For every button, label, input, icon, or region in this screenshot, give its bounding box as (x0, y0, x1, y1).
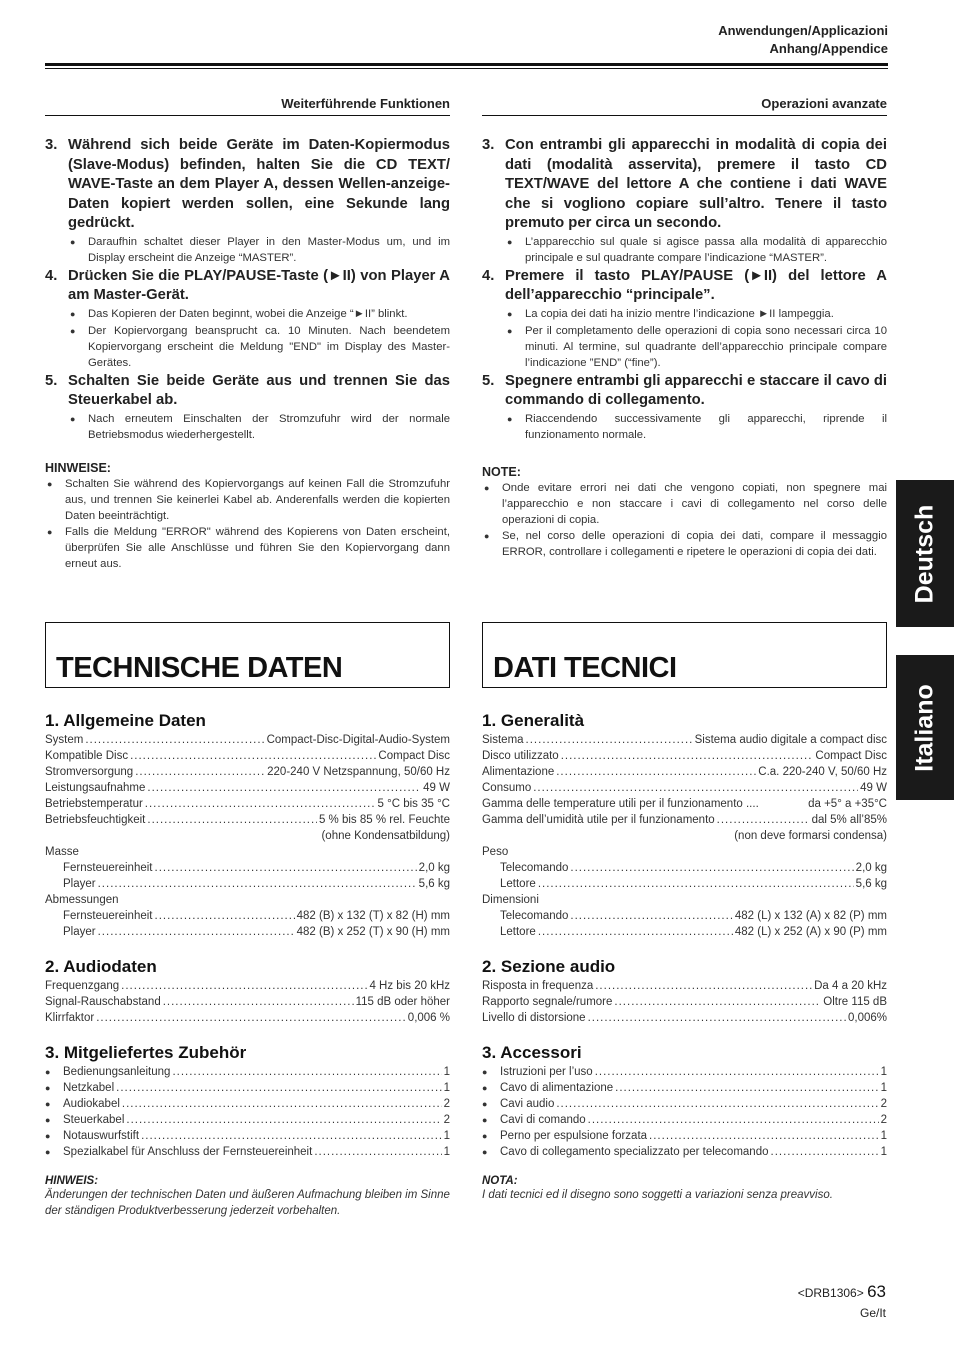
footnote-title: NOTA: (482, 1175, 518, 1187)
spec-row: Disco utilizzato ..... Compact Disc (482, 748, 887, 764)
spec-row: Frequenzgang ..... 4 Hz bis 20 kHz (45, 978, 450, 994)
accessory-item: ● Perno per espulsione forzata ..... 1 (482, 1128, 887, 1144)
spec-row: System ..... Compact-Disc-Digital-Audio-System (45, 732, 450, 748)
page-footer (798, 1282, 886, 1323)
bullet-item: ● L’apparecchio sul quale si agisce passa alla modalità di apparecchio principale e sul quadrante compare l’indicazione “MASTER”. (507, 235, 887, 264)
bullet-item: ● Der Kopiervorgang beansprucht ca. 10 Minuten. Nach beendetem Kopiervorgang erscheint die Meldung "END" im Display des Master-Gerätes. (70, 324, 450, 369)
bullet-icon: ● (507, 413, 513, 424)
spec-row: Rapporto segnale/rumore ..... Oltre 115 dB (482, 994, 887, 1010)
header-line-2: Anhang/Appendice (769, 41, 888, 56)
accessory-item: ● Steuerkabel ..... 2 (45, 1112, 450, 1128)
spec-row: Risposta in frequenza ..... Da 4 a 20 kHz (482, 978, 887, 994)
bullet-icon: ● (47, 478, 53, 489)
accessory-item: ● Cavo di collegamento specializzato per telecomando ..... 1 (482, 1144, 887, 1160)
page-lang: Ge/It (859, 1306, 886, 1320)
spec-row: Fernsteuereinheit ..... 2,0 kg (45, 860, 450, 876)
spec-row: Lettore ..... 482 (L) x 252 (A) x 90 (P) mm (482, 924, 887, 940)
bullet-icon: ● (482, 1115, 488, 1125)
spec-row: Livello di distorsione ..... 0,006% (482, 1010, 887, 1026)
spec-row: Telecomando ..... 482 (L) x 132 (A) x 82 (P) mm (482, 908, 887, 924)
note-item: ● Falls die Meldung "ERROR" während des Kopierens von Daten erscheint, überprüfen Sie alle Anschlüsse und führen Sie den Kopiervorgang dann erneut aus. (47, 525, 450, 570)
step-4: 4. Premere il tasto PLAY/PAUSE (►II) del lettore A dell’apparecchio “principale”. (482, 267, 887, 303)
page-title: DATI TECNICI (493, 652, 677, 684)
bullet-icon: ● (482, 1083, 488, 1093)
bullet-icon: ● (70, 236, 76, 247)
spec-row: Kompatible Disc ..... Compact Disc (45, 748, 450, 764)
bullet-icon: ● (482, 1147, 488, 1157)
bullet-item: ● La copia dei dati ha inizio mentre l’indicazione ►II lampeggia. (507, 307, 834, 320)
bullet-icon: ● (45, 1067, 51, 1077)
spec-row: Player ..... 5,6 kg (45, 876, 450, 892)
bullet-icon: ● (47, 526, 53, 537)
spec-row: Sistema ..... Sistema audio digitale a compact disc (482, 732, 887, 748)
spec-row: Stromversorgung ..... 220-240 V Netzspannung, 50/60 Hz (45, 764, 450, 780)
italian-instructions (482, 96, 887, 560)
bullet-icon: ● (45, 1131, 51, 1141)
spec-row: Fernsteuereinheit ..... 482 (B) x 132 (T) x 82 (H) mm (45, 908, 450, 924)
spec-note: (ohne Kondensatbildung) (321, 830, 450, 842)
bullet-icon: ● (482, 1067, 488, 1077)
bullet-icon: ● (507, 308, 513, 319)
bullet-item: ● Riaccendendo successivamente gli apparecchi, riprende il funzionamento normale. (507, 412, 887, 441)
accessory-item: ● Istruzioni per l’uso ..... 1 (482, 1064, 887, 1080)
accessory-item: ● Netzkabel ..... 1 (45, 1080, 450, 1096)
spec-row: Klirrfaktor ..... 0,006 % (45, 1010, 450, 1026)
accessory-item: ● Bedienungsanleitung ..... 1 (45, 1064, 450, 1080)
spec-row: Alimentazione ..... C.a. 220-240 V, 50/60 Hz (482, 764, 887, 780)
spec-row: Lettore ..... 5,6 kg (482, 876, 887, 892)
step-3: 3. Con entrambi gli apparecchi in modalità di copia dei dati (modalità asservita), premere il tasto CD TEXT/WAVE del lettore A che contiene i dati WAVE che si vogliono copiare sull’altro. Tenere il tasto premuto per circa un secondo. (482, 137, 887, 231)
step-5: 5. Spegnere entrambi gli apparecchi e staccare il cavo di commando di collegamento. (482, 372, 887, 408)
spec-group: Dimensioni (482, 894, 539, 906)
footnote-text: Änderungen der technischen Daten und äußeren Aufmachung bleiben im Sinne der ständigen Produktverbesserung jederzeit vorbehalten. (45, 1189, 450, 1217)
spec-heading: 2. Audiodaten (45, 957, 157, 976)
spec-row: Betriebstemperatur ..... 5 °C bis 35 °C (45, 796, 450, 812)
accessory-item: ● Audiokabel ..... 2 (45, 1096, 450, 1112)
spec-heading: 1. Allgemeine Daten (45, 711, 206, 730)
spec-note: (non deve formarsi condensa) (734, 830, 887, 842)
bullet-icon: ● (482, 1131, 488, 1141)
bullet-icon: ● (45, 1147, 51, 1157)
note-item: ● Schalten Sie während des Kopiervorgangs auf keinen Fall die Stromzufuhr aus, und trennen Sie keinerlei Kabel ab. Anderenfalls werden die kopierten Daten beeinträchtigt. (47, 477, 450, 522)
language-tab-deutsch: Deutsch (896, 480, 954, 627)
bullet-icon: ● (507, 325, 513, 336)
step-3: 3. Während sich beide Geräte im Daten-Kopiermodus (Slave-Modus) befinden, halten Sie die CD TEXT/ WAVE-Taste an dem Player A, dessen Wellen-anzeige-Daten kopiert werden sollen, eine Sekunde lang gedrückt. (45, 137, 450, 231)
german-specs (45, 710, 450, 1219)
page-header (718, 22, 888, 58)
bullet-icon: ● (45, 1099, 51, 1109)
spec-row: Consumo ..... 49 W (482, 780, 887, 796)
bullet-icon: ● (482, 1099, 488, 1109)
title-box-it (482, 622, 887, 688)
doc-code: <DRB1306> (797, 1286, 864, 1300)
spec-row: Gamma delle temperature utili per il funzionamento .... da +5° a +35°C (482, 798, 887, 810)
step-5: 5. Schalten Sie beide Geräte aus und trennen Sie das Steuerkabel ab. (45, 372, 450, 408)
spec-row: Leistungsaufnahme ..... 49 W (45, 780, 450, 796)
bullet-icon: ● (45, 1083, 51, 1093)
bullet-icon: ● (70, 308, 76, 319)
german-instructions (45, 96, 450, 572)
bullet-item: ● Das Kopieren der Daten beginnt, wobei die Anzeige “►II” blinkt. (70, 307, 408, 320)
accessory-item: ● Notauswurfstift ..... 1 (45, 1128, 450, 1144)
header-rule-thick (45, 63, 888, 66)
bullet-item: ● Daraufhin schaltet dieser Player in den Master-Modus um, und im Display erscheint die Anzeige “MASTER”. (70, 235, 450, 264)
note-item: ● Se, nel corso delle operazioni di copia dei dati, compare il messaggio ERROR, controllare i collegamenti e ripetere le operazioni di copia dei dati. (484, 529, 887, 558)
section-title: Operazioni avanzate (482, 96, 887, 116)
bullet-icon: ● (70, 325, 76, 336)
accessory-item: ● Cavi audio ..... 2 (482, 1096, 887, 1112)
bullet-icon: ● (507, 236, 513, 247)
spec-row: Betriebsfeuchtigkeit ..... 5 % bis 85 % rel. Feuchte (45, 812, 450, 828)
spec-heading: 1. Generalità (482, 711, 585, 730)
header-line-1: Anwendungen/Applicazioni (718, 23, 888, 38)
accessory-item: ● Cavi di comando ..... 2 (482, 1112, 887, 1128)
bullet-icon: ● (45, 1115, 51, 1125)
spec-row: Gamma dell’umidità utile per il funzionamento ..... dal 5% all’85% (482, 812, 887, 828)
footnote-title: HINWEIS: (45, 1175, 99, 1187)
title-box-de (45, 622, 450, 688)
notes-title: NOTE: (482, 464, 521, 479)
bullet-icon: ● (484, 530, 490, 541)
section-title: Weiterführende Funktionen (45, 96, 450, 116)
spec-group: Peso (482, 846, 509, 858)
spec-group: Masse (45, 846, 79, 858)
italian-specs (482, 710, 887, 1203)
language-tab-italiano: Italiano (896, 655, 954, 800)
spec-group: Abmessungen (45, 894, 119, 906)
page-title: TECHNISCHE DATEN (56, 652, 343, 684)
bullet-item: ● Nach erneutem Einschalten der Stromzufuhr wird der normale Betriebsmodus wiederhergestellt. (70, 412, 450, 441)
page-number: 63 (867, 1282, 886, 1301)
spec-row: Telecomando ..... 2,0 kg (482, 860, 887, 876)
spec-row: Signal-Rauschabstand ..... 115 dB oder höher (45, 994, 450, 1010)
bullet-icon: ● (484, 482, 490, 493)
spec-heading: 2. Sezione audio (482, 957, 616, 976)
step-4: 4. Drücken Sie die PLAY/PAUSE-Taste (►II) von Player A am Master-Gerät. (45, 267, 450, 303)
footnote-text: I dati tecnici ed il disegno sono soggetti a variazioni senza preavviso. (482, 1189, 833, 1201)
notes-title: HINWEISE: (45, 460, 111, 475)
spec-heading: 3. Accessori (482, 1043, 582, 1062)
bullet-item: ● Per il completamento delle operazioni di copia sono necessari circa 10 minuti. Al termine, sul quadrante dell’apparecchio principale compare l’indicazione ”END” (“fine”). (507, 324, 887, 369)
spec-row: Player ..... 482 (B) x 252 (T) x 90 (H) mm (45, 924, 450, 940)
bullet-icon: ● (70, 413, 76, 424)
header-rule-thin (45, 68, 888, 69)
note-item: ● Onde evitare errori nei dati che vengono copiati, non spegnere mai l’apparecchio e non staccare i cavi di collegamento nel corso delle operazioni di copia. (484, 481, 887, 526)
accessory-item: ● Spezialkabel für Anschluss der Fernsteuereinheit ..... 1 (45, 1144, 450, 1160)
accessory-item: ● Cavo di alimentazione ..... 1 (482, 1080, 887, 1096)
spec-heading: 3. Mitgeliefertes Zubehör (45, 1043, 247, 1062)
